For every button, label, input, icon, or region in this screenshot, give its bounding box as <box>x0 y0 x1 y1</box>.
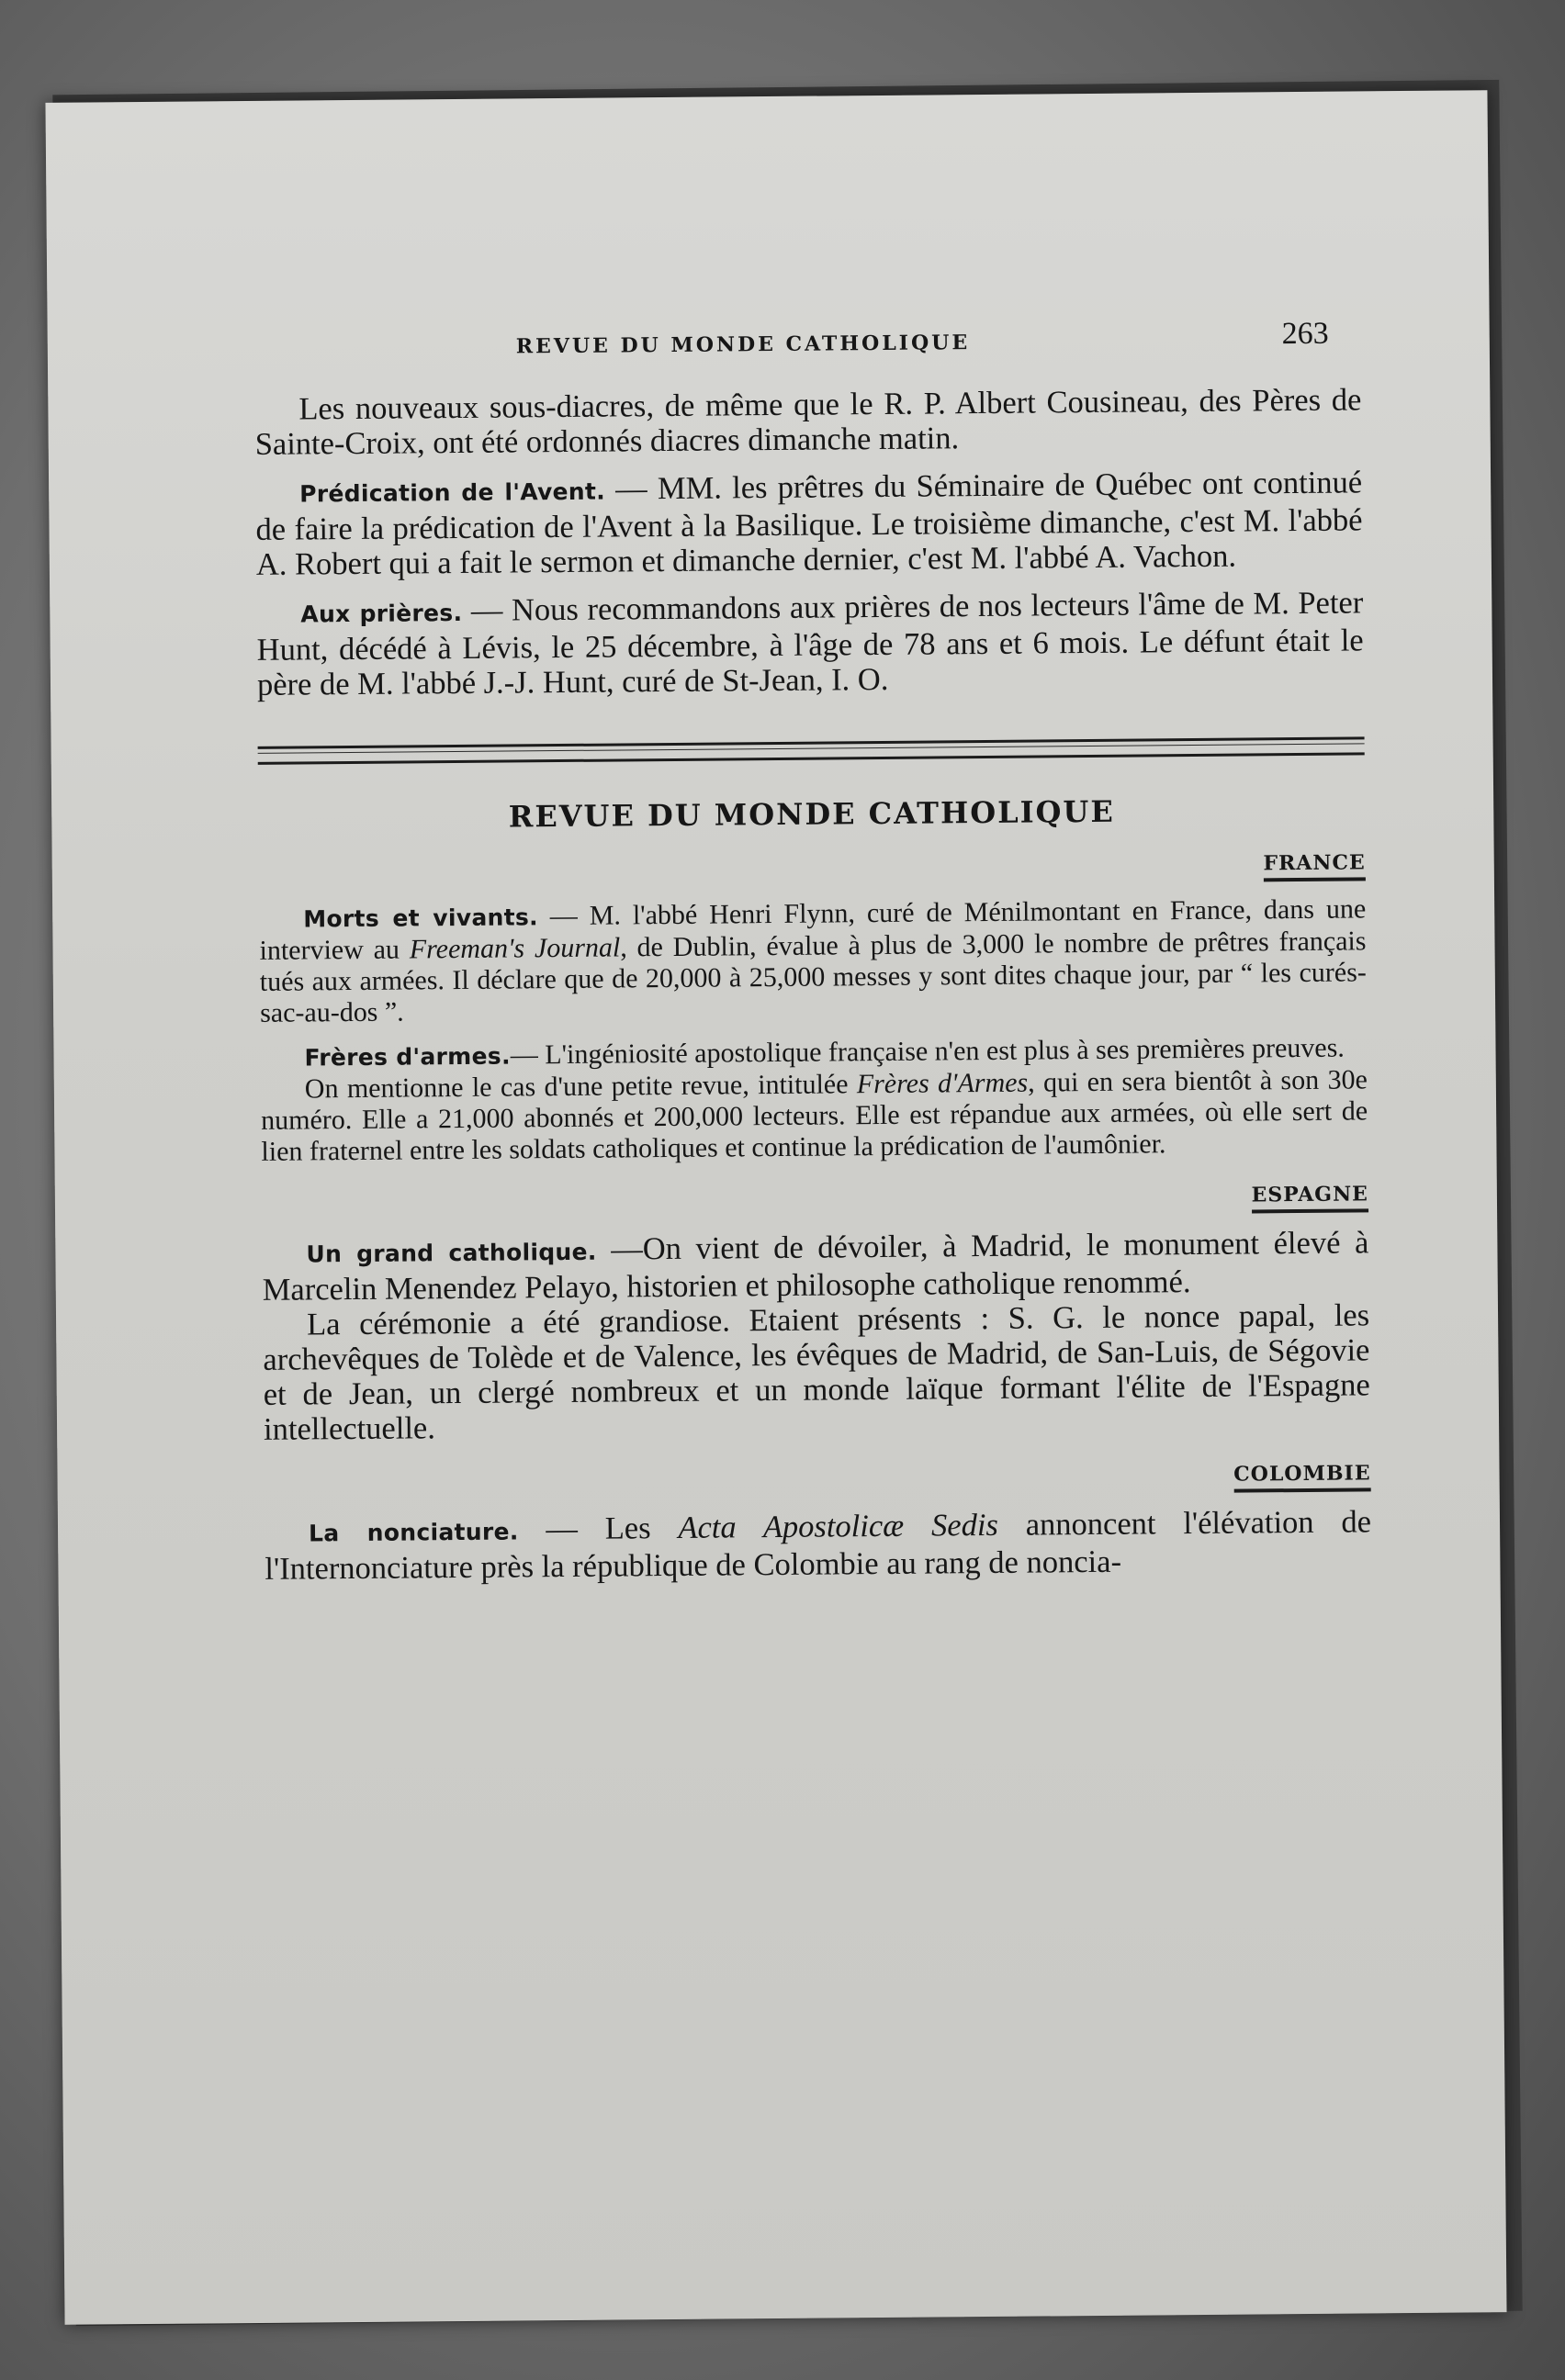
paragraph-text: — Nous recommandons aux prières de nos lecteurs l'âme de M. Peter Hunt, décédé à Lévis, le 25 décembre, à l'âge de 78 ans et 6 mois. Le défunt était le père de M. l'abbé J.-J. Hunt, curé de St-Jean, I. O. <box>256 585 1364 702</box>
paragraph-petite-revue <box>261 1064 1368 1168</box>
paragraph-text: , qui en sera bientôt à son 30e numéro. Elle a 21,000 abonnés et 200,000 lecteurs. Elle est répandue aux armées, où elle sert de lien fraternel entre les soldats catholiques et continue la prédication de l'aumônier. <box>261 1064 1368 1167</box>
paragraph-text: annoncent l'élévation de l'Internonciature près la république de Colombie au rang de noncia- <box>265 1504 1372 1587</box>
paragraph-lead: Prédication de l'Avent. <box>299 477 606 508</box>
country-heading-colombie <box>264 1461 1370 1501</box>
paragraph-text: On mentionne le cas d'une petite revue, intitulée <box>304 1069 857 1105</box>
page-content <box>254 307 1372 1586</box>
italic-title: Freeman's Journal <box>409 932 621 965</box>
paragraph-text: , de Dublin, évalue à plus de 3,000 le nombre de prêtres français tués aux armées. Il déclare que de 20,000 à 25,000 messes y sont dites chaque jour, par “ les curés-sac-au-dos ”. <box>259 926 1367 1028</box>
france-section <box>259 893 1368 1168</box>
paragraph-nonciature <box>265 1504 1372 1587</box>
paragraph-text: — M. l'abbé Henri Flynn, curé de Ménilmontant en France, dans une interview au <box>259 893 1367 966</box>
paragraph-text: —On vient de dévoiler, à Madrid, le monument élevé à Marcelin Menendez Pelayo, historien et philosophe catholique renommé. <box>262 1225 1369 1308</box>
paragraph-lead: Frères d'armes. <box>304 1042 511 1072</box>
running-head-title: REVUE DU MONDE CATHOLIQUE <box>515 331 971 359</box>
paragraph-lead: Un grand catholique. <box>306 1238 597 1268</box>
paragraph-text: — Les <box>518 1510 679 1547</box>
page-number: 263 <box>1281 316 1329 352</box>
section-title: REVUE DU MONDE CATHOLIQUE <box>508 793 1115 835</box>
running-head <box>254 307 1361 372</box>
double-rule-divider <box>258 736 1365 765</box>
paragraph-ordinations: Les nouveaux sous-diacres, de même que le R. P. Albert Cousineau, des Pères de Sainte-Croix, ont été ordonnés diacres dimanche matin. <box>254 382 1362 462</box>
paragraph-text: — L'ingéniosité apostolique française n'en est plus à ses premières preuves. <box>510 1032 1345 1071</box>
paragraph-predication <box>255 465 1363 582</box>
paragraph-lead: Aux prières. <box>300 599 463 628</box>
paragraph-morts-et-vivants <box>259 893 1367 1029</box>
paragraph-lead: Morts et vivants. <box>303 904 539 933</box>
country-heading-label: FRANCE <box>1263 850 1366 881</box>
paragraph-prieres <box>256 585 1364 702</box>
paragraph-grand-catholique <box>262 1225 1369 1308</box>
paragraph-lead: La nonciature. <box>308 1518 519 1547</box>
country-heading-label: COLOMBIE <box>1233 1461 1371 1492</box>
country-heading-france <box>259 850 1366 891</box>
paragraph-text: — MM. les prêtres du Séminaire de Québec ont continué de faire la prédication de l'Avent à la Basilique. Le troisième dimanche, c'est M. l'abbé A. Robert qui a fait le sermon et dimanche dernier, c'est M. l'abbé A. Vachon. <box>255 465 1363 582</box>
country-heading-label: ESPAGNE <box>1251 1182 1368 1213</box>
italic-title: Frères d'Armes <box>856 1067 1029 1100</box>
paragraph-ceremonie: La cérémonie a été grandiose. Etaient présents : S. G. le nonce papal, les archevêques de Tolède et de Valence, les évêques de Madrid, de San-Luis, de Ségovie et de Jean, un clergé nombreux et un monde laïque formant l'élite de l'Espagne intellectuelle. <box>263 1297 1370 1447</box>
country-heading-espagne <box>262 1182 1368 1222</box>
italic-title: Acta Apostolicæ Sedis <box>678 1507 999 1545</box>
document-page <box>45 90 1506 2325</box>
